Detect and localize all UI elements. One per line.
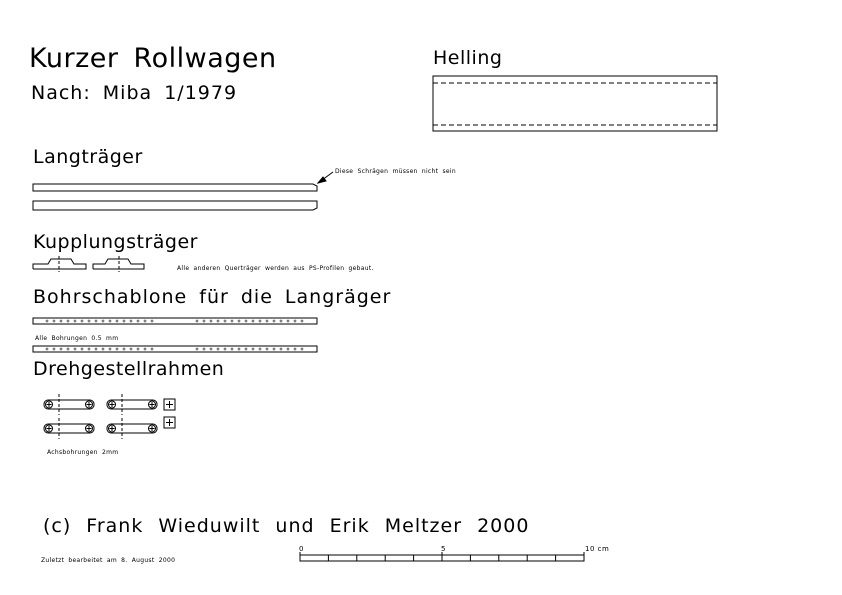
note-bearbeitet: Zuletzt bearbeitet am 8. August 2000 (41, 557, 176, 564)
bohrschablone-bars (33, 318, 317, 352)
langtraeger-bar-2 (33, 201, 317, 210)
note-achsbohrungen: Achsbohrungen 2mm (47, 449, 119, 456)
note-schraegen: Diese Schrägen müssen nicht sein (335, 168, 456, 175)
bogie-frame (107, 418, 157, 439)
drehgestellrahmen-parts (44, 394, 175, 439)
helling-label: Helling (433, 47, 503, 69)
drehgestell-square-1 (164, 399, 175, 410)
scale-label-10: 10 cm (585, 545, 610, 553)
scale-bar (300, 552, 584, 561)
copyright-line: (c) Frank Wieduwilt und Erik Meltzer 2000 (43, 515, 530, 537)
scale-label-0: 0 (299, 545, 304, 553)
langtraeger-bar-1 (33, 184, 317, 191)
langtraeger-bars (33, 184, 317, 210)
section-title-drehgestellrahmen: Drehgestellrahmen (33, 358, 225, 380)
drawing-title: Kurzer Rollwagen (29, 43, 277, 74)
note-quertraeger: Alle anderen Querträger werden aus PS-Profilen gebaut. (177, 265, 374, 272)
note-bohrungen: Alle Bohrungen 0.5 mm (35, 335, 119, 342)
bogie-frame (44, 394, 94, 415)
section-title-langtraeger: Langträger (33, 146, 143, 168)
helling-box (433, 76, 717, 131)
kupplungstraeger-pieces (33, 256, 144, 272)
bogie-frame (44, 418, 94, 439)
scale-label-5: 5 (441, 545, 446, 553)
drehgestell-square-2 (164, 417, 175, 428)
section-title-kupplungstraeger: Kupplungsträger (33, 231, 198, 253)
bogie-frame (107, 394, 157, 415)
drawing-subtitle: Nach: Miba 1/1979 (31, 82, 238, 104)
note-arrow (318, 172, 333, 183)
section-title-bohrschablone: Bohrschablone für die Langräger (33, 286, 392, 308)
